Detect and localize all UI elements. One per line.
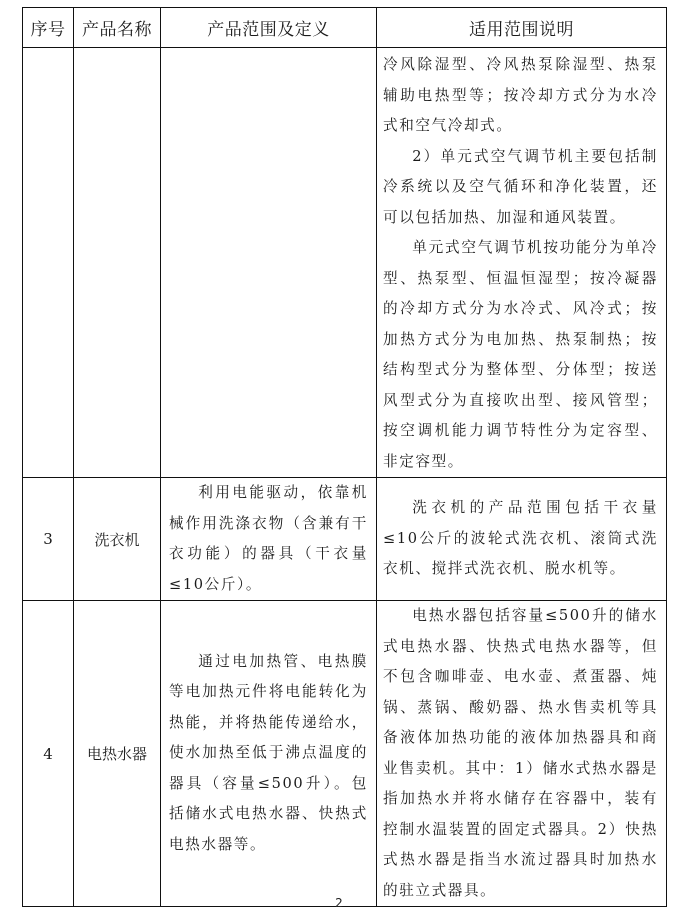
cell-definition	[161, 478, 377, 601]
product-scope-table	[22, 7, 667, 907]
cell-product-name: 电热水器	[74, 601, 161, 907]
header-scope-description: 适用范围说明	[377, 8, 667, 48]
table-row-washing-machine	[23, 478, 667, 601]
scope-paragraph: 冷风除湿型、冷风热泵除湿型、热泵辅助电热型等；按冷却方式分为水冷式和空气冷却式。	[383, 56, 658, 134]
header-product-definition: 产品范围及定义	[161, 8, 377, 48]
scope-paragraph: 2）单元式空气调节机主要包括制冷系统以及空气循环和净化装置，还可以包括加热、加湿和通风装置。	[383, 147, 658, 226]
cell-serial-no: 4	[23, 601, 74, 907]
header-serial-no: 序号	[23, 8, 74, 48]
header-product-name: 产品名称	[74, 8, 161, 48]
table-row-continued	[23, 48, 667, 478]
cell-scope	[377, 601, 667, 907]
cell-scope	[377, 48, 667, 478]
table-row-electric-water-heater	[23, 601, 667, 907]
cell-product-name	[74, 48, 161, 478]
cell-product-name: 洗衣机	[74, 478, 161, 601]
cell-definition	[161, 48, 377, 478]
cell-serial-no: 3	[23, 478, 74, 601]
scope-paragraph: 洗衣机的产品范围包括干衣量≤10公斤的波轮式洗衣机、滚筒式洗衣机、搅拌式洗衣机、脱水机等。	[383, 499, 658, 578]
cell-serial-no	[23, 48, 74, 478]
definition-paragraph: 通过电加热管、电热膜等电加热元件将电能转化为热能，并将热能传递给水，使水加热至低于沸点温度的器具（容量≤500升）。包括储水式电热水器、快热式电热水器等。	[169, 652, 368, 853]
definition-paragraph: 利用电能驱动，依靠机械作用洗涤衣物（含兼有干衣功能）的器具（干衣量≤10公斤）。	[169, 484, 368, 593]
scope-paragraph: 电热水器包括容量≤500升的储水式电热水器、快热式电热水器等，但不包含咖啡壶、电水壶、煮蛋器、炖锅、蒸锅、酸奶器、热水售卖机等具备液体加热功能的液体加热器具和商业售卖机。其中：1）储水式热水器是指加热水并将水储存在容器中，装有控制水温装置的固定式器具。2）快热式热水器是指当水流过器具时加热水的驻立式器具。	[383, 607, 658, 899]
cell-scope	[377, 478, 667, 601]
scope-paragraph: 单元式空气调节机按功能分为单冷型、热泵型、恒温恒湿型；按冷凝器的冷却方式分为水冷式、风冷式；按加热方式分为电加热、热泵制热；按结构型式分为整体型、分体型；按送风型式分为直接吹出型、接风管型；按空调机能力调节特性分为定容型、非定容型。	[383, 239, 658, 470]
page-number: 2	[335, 896, 343, 910]
table-header-row	[23, 8, 667, 48]
cell-definition	[161, 601, 377, 907]
